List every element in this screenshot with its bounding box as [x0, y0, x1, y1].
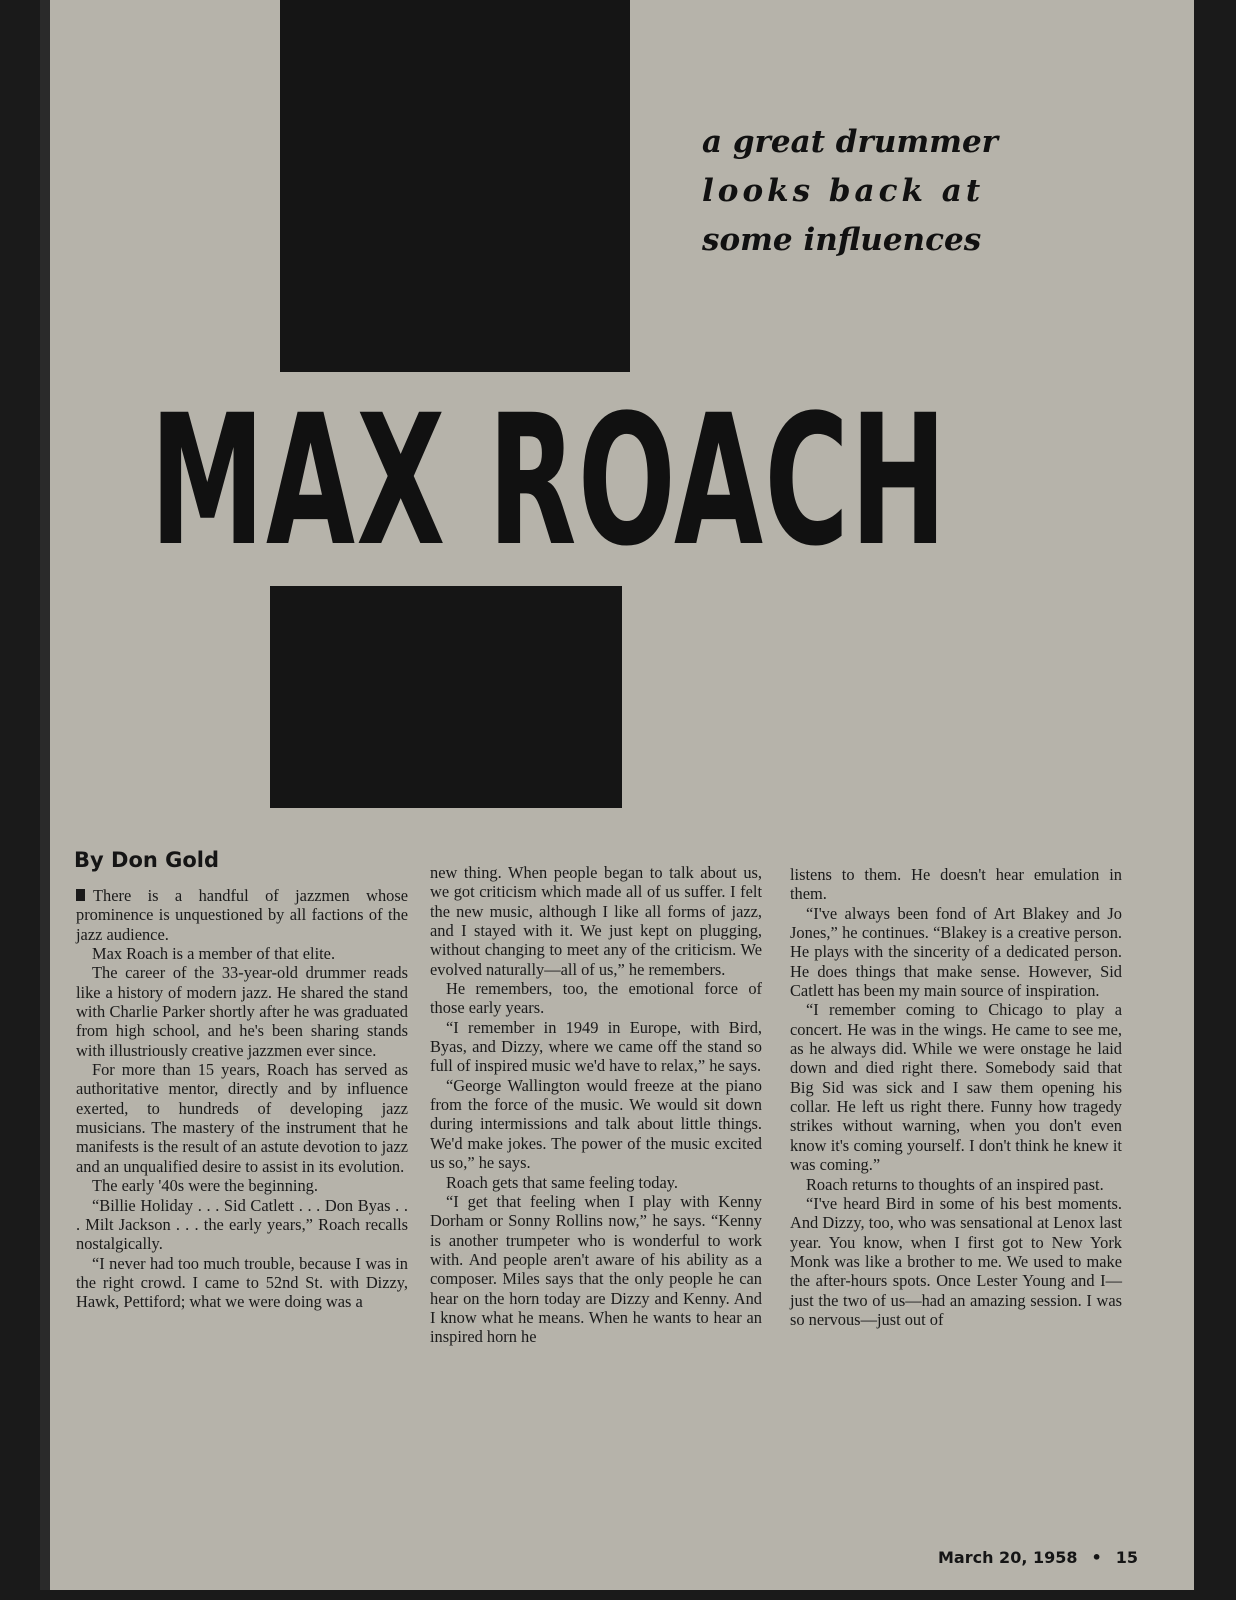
- paragraph: “I've heard Bird in some of his best moments. And Dizzy, too, who was sensational at Lenox last year. You know, when I first got to New York Monk was like a brother to me. We used to make the after-hours spots. Once Lester Young and I—just the two of us—had an amazing session. I was so nervous—just out of: [790, 1193, 1122, 1329]
- paragraph: “I remember in 1949 in Europe, with Bird, Byas, and Dizzy, where we came off the stand so full of inspired music we'd have to relax,” he says.: [430, 1017, 762, 1076]
- subtitle-line-2: looks back at: [702, 173, 985, 209]
- article-column-1: [76, 886, 408, 1312]
- page-footer: [938, 1548, 1138, 1567]
- bullet-icon: [76, 889, 85, 901]
- paragraph: listens to them. He doesn't hear emulation in them.: [790, 865, 1122, 904]
- paragraph: new thing. When people began to talk about us, we got criticism which made all of us suffer. I felt the new music, although I like all forms of jazz, and I stayed with it. We just kept on plugging, without changing to meet any of the criticism. We evolved naturally—all of us,” he remembers.: [430, 863, 762, 979]
- headline: MAX ROACH: [150, 377, 948, 586]
- article-column-2: [430, 863, 762, 1347]
- subtitle-line-3: some influences: [702, 222, 982, 258]
- article-column-3: [790, 865, 1122, 1329]
- subtitle: [702, 118, 1062, 265]
- subtitle-line-1: a great drummer: [702, 124, 999, 160]
- paragraph: The early '40s were the beginning.: [92, 1176, 318, 1196]
- page-number: 15: [1115, 1548, 1138, 1567]
- photo-top-placeholder: [280, 0, 630, 372]
- paragraph: “I get that feeling when I play with Kenny Dorham or Sonny Rollins now,” he says. “Kenny is another trumpeter who is wonderful to work with. And people aren't aware of his ability as a composer. Miles says that the only people he can hear on the horn today are Dizzy and Kenny. And I know what he means. When he wants to hear an inspired horn he: [430, 1191, 762, 1347]
- paragraph: Max Roach is a member of that elite.: [92, 944, 336, 964]
- paragraph: “I've always been fond of Art Blakey and Jo Jones,” he continues. “Blakey is a creative person. He plays with the sincerity of a dedicated person. He does things that make sense. However, Sid Catlett has been my main source of inspiration.: [790, 903, 1122, 1001]
- paragraph: “I remember coming to Chicago to play a concert. He was in the wings. He came to see me, as he always did. While we were onstage he laid down and died right there. Somebody said that Big Sid was sick and I saw them opening his collar. He left us right there. Funny how tragedy strikes without warning, when you don't even know it's coming yourself. I don't think he knew it was coming.”: [790, 1000, 1122, 1175]
- paragraph-text: There is a handful of jazzmen whose prominence is unquestioned by all factions of the jazz audience.: [76, 886, 408, 944]
- page-edge-left: [40, 0, 50, 1600]
- magazine-page: [42, 0, 1194, 1600]
- paragraph: He remembers, too, the emotional force of those early years.: [430, 979, 762, 1018]
- photo-bottom-placeholder: [270, 586, 622, 808]
- byline: By Don Gold: [74, 848, 220, 872]
- paragraph: Roach gets that same feeling today.: [446, 1172, 678, 1192]
- page-edge-bottom: [0, 1590, 1236, 1600]
- separator-dot: •: [1091, 1548, 1102, 1567]
- paragraph: [76, 886, 408, 944]
- paragraph: “Billie Holiday . . . Sid Catlett . . . Don Byas . . . Milt Jackson . . . the early years,” Roach recalls nostalgically.: [76, 1195, 408, 1254]
- paragraph: The career of the 33-year-old drummer reads like a history of modern jazz. He shared the stand with Charlie Parker shortly after he was graduated from high school, and he's been sharing stands with illustriously creative jazzmen ever since.: [76, 963, 408, 1060]
- paragraph: For more than 15 years, Roach has served as authoritative mentor, directly and by influence exerted, to hundreds of developing jazz musicians. The mastery of the instrument that he manifests is the result of an astute devotion to jazz and an unqualified desire to assist in its evolution.: [76, 1060, 408, 1176]
- issue-date: March 20, 1958: [938, 1548, 1078, 1567]
- paragraph: “George Wallington would freeze at the piano from the force of the music. We would sit down during intermissions and talk about little things. We'd make jokes. The power of the music excited us so,” he says.: [430, 1075, 762, 1173]
- paragraph: “I never had too much trouble, because I was in the right crowd. I came to 52nd St. with Dizzy, Hawk, Pettiford; what we were doing was a: [76, 1253, 408, 1312]
- paragraph: Roach returns to thoughts of an inspired past.: [806, 1174, 1104, 1194]
